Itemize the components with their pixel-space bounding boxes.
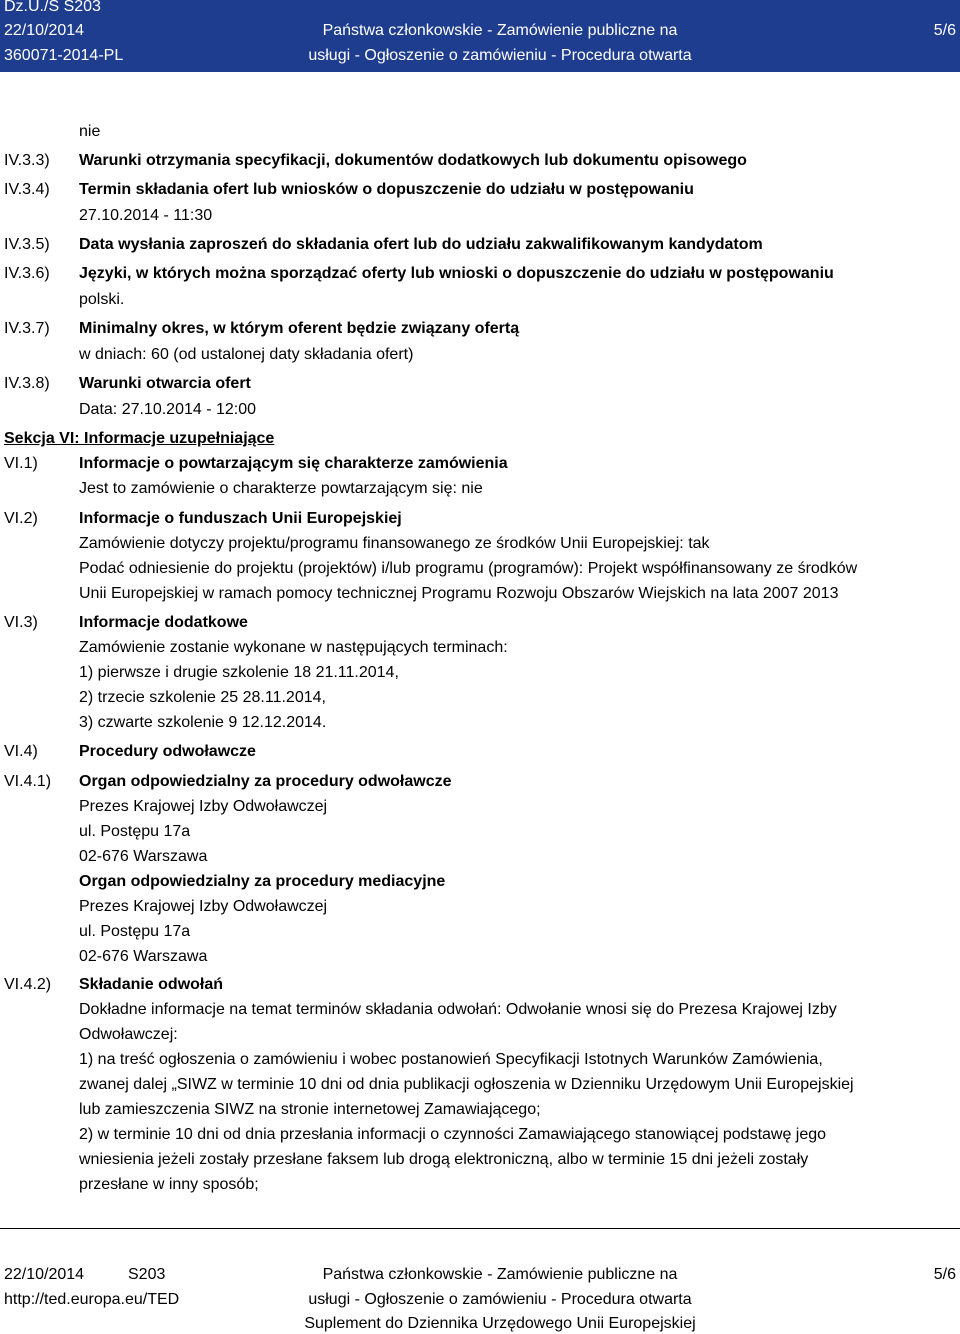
section-text: Dokładne informacje na temat terminów składania odwołań: Odwołanie wnosi się do Prezesa Krajowej Izby: [79, 1001, 837, 1018]
section-heading: Minimalny okres, w którym oferent będzie związany ofertą: [79, 320, 520, 337]
opening-date-value: Data: 27.10.2014 - 12:00: [79, 401, 257, 418]
section-number: IV.3.6): [4, 265, 50, 282]
header-date: 22/10/2014: [4, 22, 85, 39]
section-text: wniesienia jeżeli zostały przesłane faksem lub drogą elektroniczną, albo w terminie 15 dni jeżeli zostały: [79, 1151, 809, 1168]
section-text: Odwoławczej:: [79, 1026, 178, 1043]
section-heading: Warunki otrzymania specyfikacji, dokumentów dodatkowych lub dokumentu opisowego: [79, 152, 747, 169]
section-heading: Składanie odwołań: [79, 976, 224, 993]
section-number: VI.3): [4, 614, 38, 631]
section-heading: Informacje o powtarzającym się charakterze zamówienia: [79, 455, 508, 472]
section-number: VI.2): [4, 510, 38, 527]
section-number: IV.3.4): [4, 181, 50, 198]
section-heading: Procedury odwoławcze: [79, 743, 256, 760]
section-text: 1) na treść ogłoszenia o zamówieniu i wobec postanowień Specyfikacji Istotnych Warunków Zamówienia,: [79, 1051, 823, 1068]
section-text: 1) pierwsze i drugie szkolenie 18 21.11.2014,: [79, 664, 399, 681]
address-line: 02-676 Warszawa: [79, 848, 208, 865]
section-number: IV.3.7): [4, 320, 50, 337]
footer-ref: S203: [128, 1266, 166, 1283]
section-heading: Języki, w których można sporządzać oferty lub wnioski o dopuszczenie do udziału w postępowaniu: [79, 265, 834, 282]
section-text: Zamówienie zostanie wykonane w następujących terminach:: [79, 639, 508, 656]
deadline-value: 27.10.2014 - 11:30: [79, 207, 213, 224]
footer-page-number: 5/6: [933, 1266, 956, 1283]
header-doc-ref: Dz.U./S S203: [4, 0, 101, 15]
address-line: ul. Postępu 17a: [79, 823, 191, 840]
header-notice-id: 360071-2014-PL: [4, 47, 124, 64]
footer-url[interactable]: http://ted.europa.eu/TED: [4, 1291, 180, 1308]
section-number: VI.4): [4, 743, 38, 760]
footer-title-line3: Suplement do Dziennika Urzędowego Unii Europejskiej: [304, 1315, 696, 1332]
section-heading: Informacje o funduszach Unii Europejskiej: [79, 510, 402, 527]
footer-title-line2: usługi - Ogłoszenie o zamówieniu - Procedura otwarta: [308, 1291, 692, 1308]
section-text: zwanej dalej „SIWZ w terminie 10 dni od dnia publikacji ogłoszenia w Dzienniku Urzędowym Unii Europejskiej: [79, 1076, 854, 1093]
footer-date: 22/10/2014: [4, 1266, 85, 1283]
section-number: IV.3.8): [4, 375, 50, 392]
section-text: 2) w terminie 10 dni od dnia przesłania informacji o czynności Zamawiającego stanowiącej podstawę jego: [79, 1126, 827, 1143]
section-text: Podać odniesienie do projektu (projektów) i/lub programu (programów): Projekt współfinansowany ze środków: [79, 560, 858, 577]
section-subheading: Organ odpowiedzialny za procedury mediacyjne: [79, 873, 446, 890]
header-title-line1: Państwa członkowskie - Zamówienie publiczne na: [322, 22, 678, 39]
section-text: lub zamieszczenia SIWZ na stronie internetowej Zamawiającego;: [79, 1101, 541, 1118]
section-text: Jest to zamówienie o charakterze powtarzającym się: nie: [79, 480, 483, 497]
section-heading: Termin składania ofert lub wniosków o dopuszczenie do udziału w postępowaniu: [79, 181, 694, 198]
section-heading: Data wysłania zaproszeń do składania ofert lub do udziału zakwalifikowanym kandydatom: [79, 236, 763, 253]
section-text: przesłane w inny sposób;: [79, 1176, 259, 1193]
header-page-number: 5/6: [933, 22, 956, 39]
section-text: 3) czwarte szkolenie 9 12.12.2014.: [79, 714, 327, 731]
footer-divider: [0, 1228, 960, 1229]
section-text: 2) trzecie szkolenie 25 28.11.2014,: [79, 689, 326, 706]
header-title-line2: usługi - Ogłoszenie o zamówieniu - Procedura otwarta: [308, 47, 692, 64]
address-line: 02-676 Warszawa: [79, 948, 208, 965]
section-text: Unii Europejskiej w ramach pomocy technicznej Programu Rozwoju Obszarów Wiejskich na lata 2007 2013: [79, 585, 839, 602]
section-heading: Warunki otwarcia ofert: [79, 375, 251, 392]
section-heading: Informacje dodatkowe: [79, 614, 248, 631]
footer-title-line1: Państwa członkowskie - Zamówienie publiczne na: [322, 1266, 678, 1283]
section-number: IV.3.3): [4, 152, 50, 169]
header-bar: [0, 0, 960, 72]
section-vi-title: Sekcja VI: Informacje uzupełniające: [4, 430, 275, 447]
section-number: VI.4.1): [4, 773, 52, 790]
section-number: VI.1): [4, 455, 38, 472]
previous-value-nie: nie: [79, 123, 101, 140]
binding-period-value: w dniach: 60 (od ustalonej daty składania ofert): [79, 346, 414, 363]
language-value: polski.: [79, 291, 125, 308]
address-line: Prezes Krajowej Izby Odwoławczej: [79, 798, 328, 815]
address-line: Prezes Krajowej Izby Odwoławczej: [79, 898, 328, 915]
section-text: Zamówienie dotyczy projektu/programu finansowanego ze środków Unii Europejskiej: tak: [79, 535, 710, 552]
section-heading: Organ odpowiedzialny za procedury odwoławcze: [79, 773, 452, 790]
section-number: VI.4.2): [4, 976, 52, 993]
address-line: ul. Postępu 17a: [79, 923, 191, 940]
section-number: IV.3.5): [4, 236, 50, 253]
